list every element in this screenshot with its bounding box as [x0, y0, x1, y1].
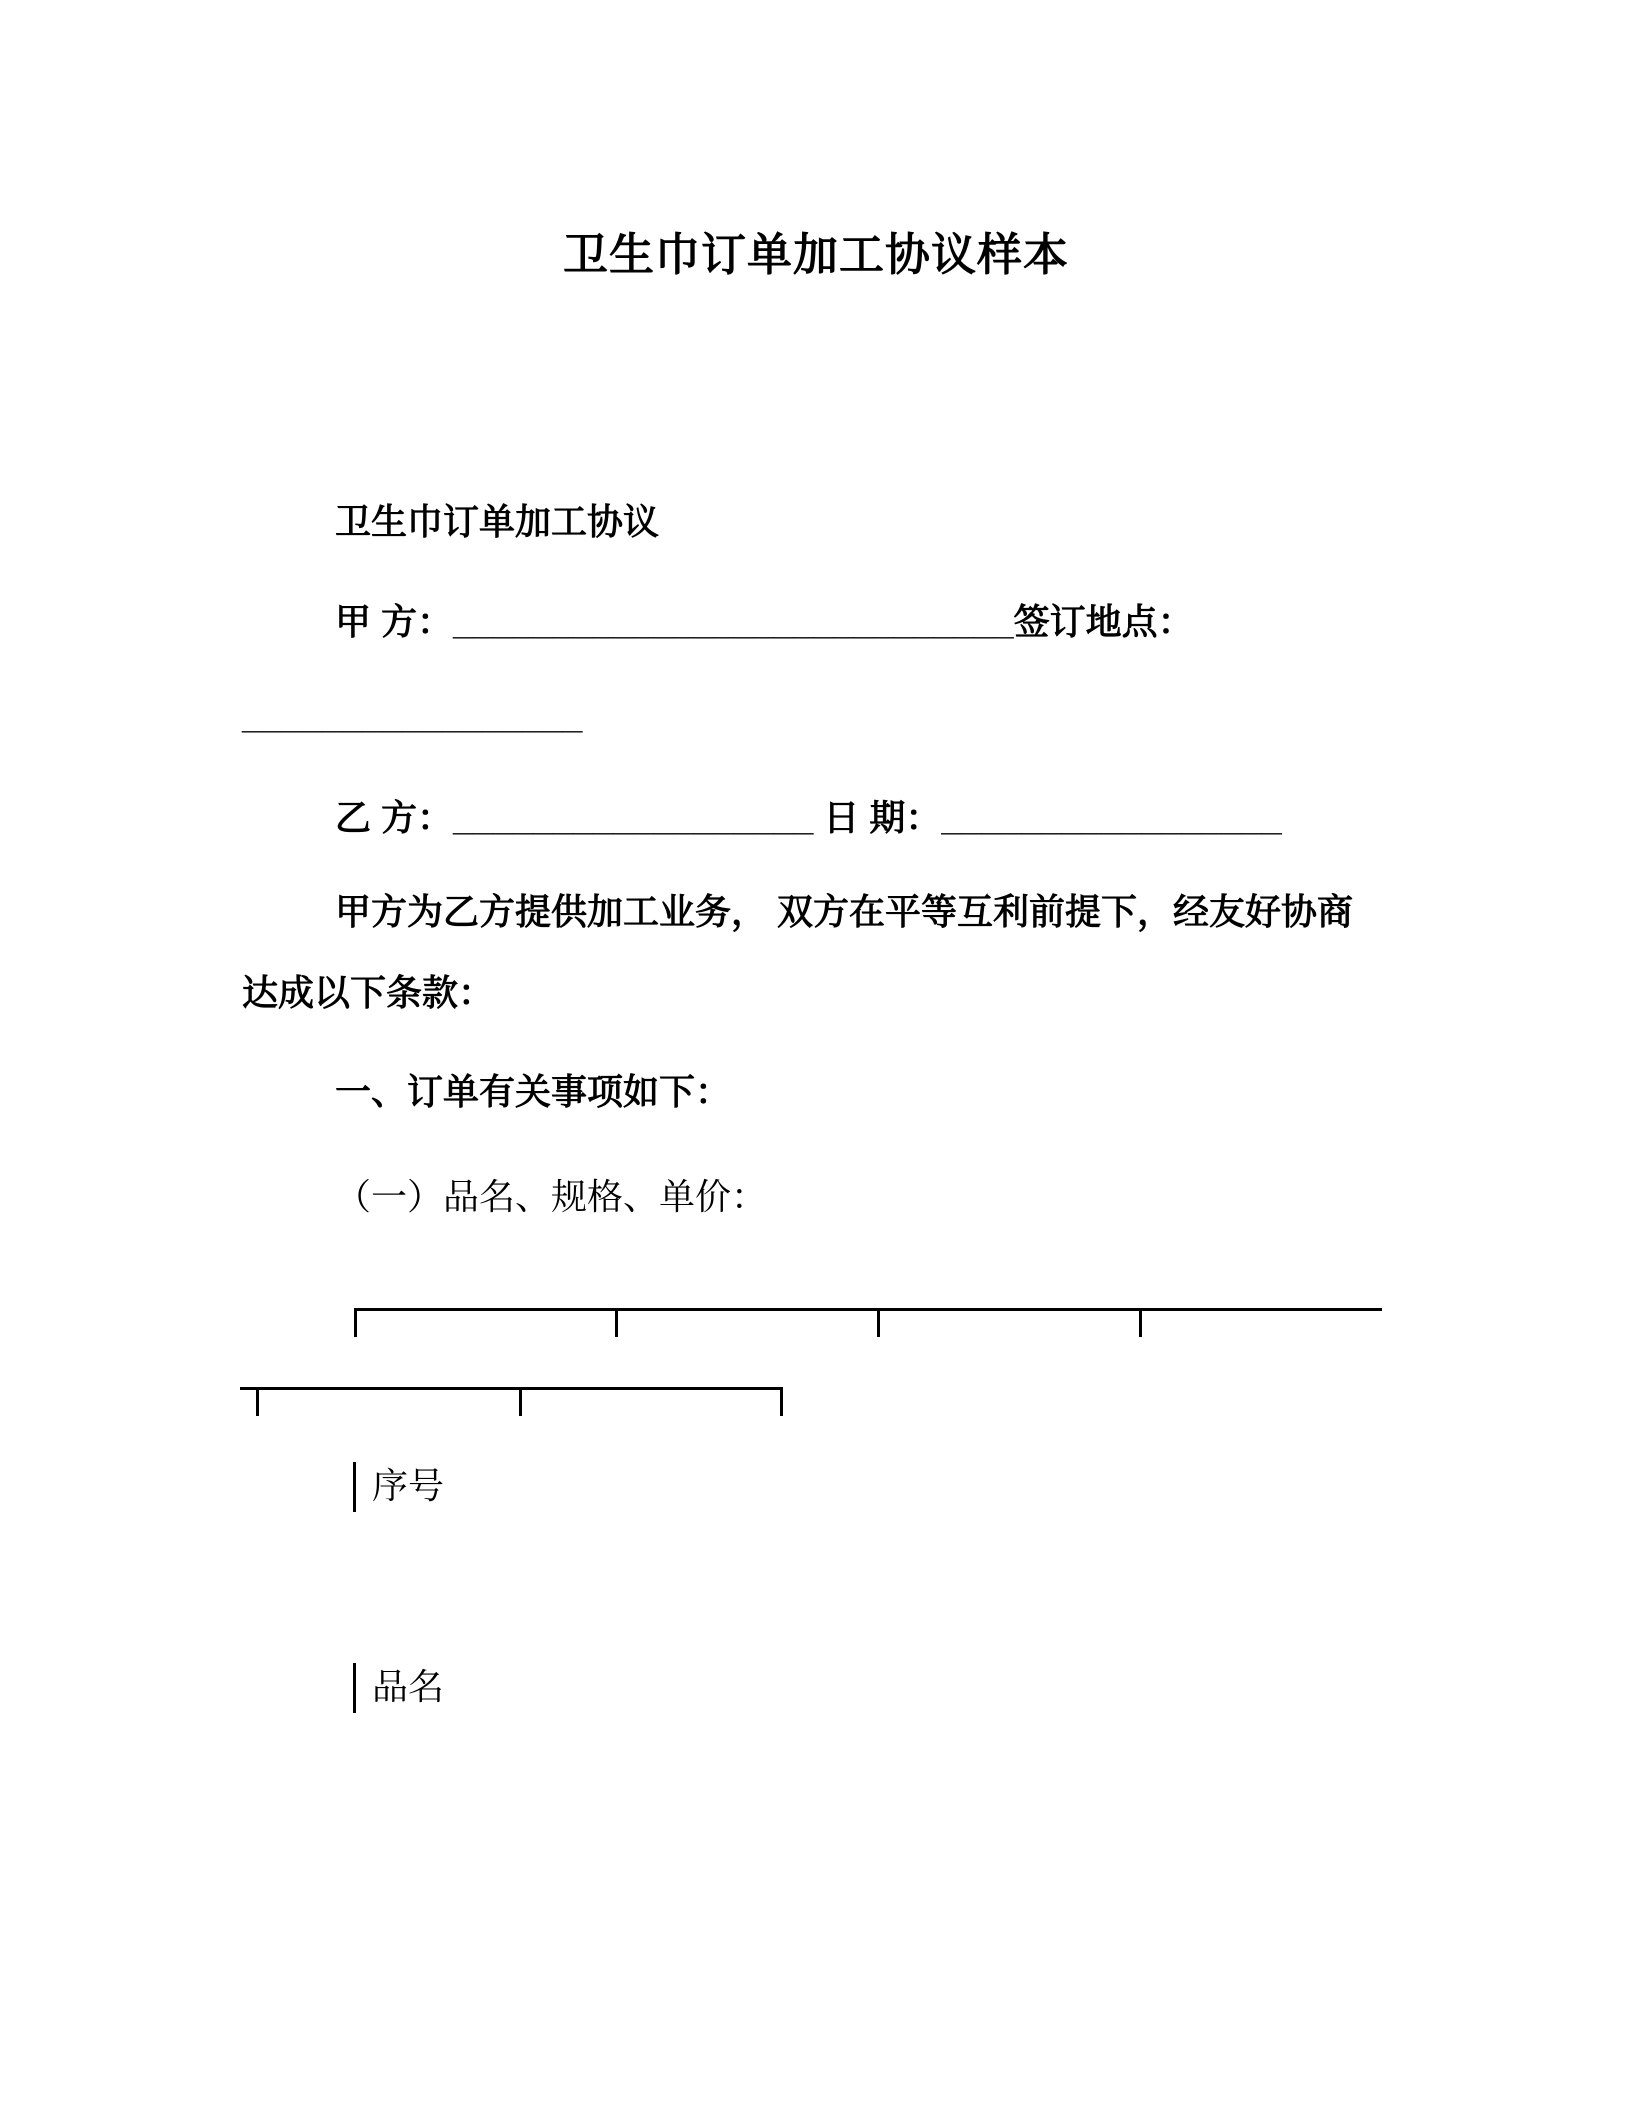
agreement-heading: 卫生巾订单加工协议 — [335, 501, 660, 542]
table-tick — [519, 1390, 522, 1416]
section1-item1: （一）品名、规格、单价： — [335, 1176, 768, 1217]
table-tick — [1139, 1311, 1142, 1337]
intro-paragraph-line1: 甲方为乙方提供加工业务， 双方在平等互利前提下，经友好协商 — [335, 891, 1354, 932]
document-title: 卫生巾订单加工协议样本 — [562, 229, 1069, 280]
intro-paragraph-line2: 达成以下条款： — [242, 972, 495, 1013]
table-border-fragment-2 — [240, 1387, 783, 1390]
party-a-line: 甲 方：____________________________签订地点： — [335, 601, 1194, 642]
party-b-date-line: 乙 方：__________________ 日 期：_________________ — [335, 797, 1282, 838]
table-tick — [615, 1311, 618, 1337]
section1-heading: 一、订单有关事项如下： — [335, 1071, 732, 1112]
table-cell-label-pinming: 品名 — [372, 1666, 445, 1707]
table-tick — [877, 1311, 880, 1337]
cell-left-border — [353, 1462, 356, 1512]
table-tick — [256, 1390, 259, 1416]
cell-left-border — [353, 1663, 356, 1713]
table-cell-label-xuhao: 序号 — [372, 1465, 445, 1506]
table-tick — [354, 1311, 357, 1337]
table-border-fragment-1 — [354, 1308, 1382, 1311]
table-tick — [780, 1390, 783, 1416]
party-a-blank-continuation: _________________ — [242, 695, 583, 736]
